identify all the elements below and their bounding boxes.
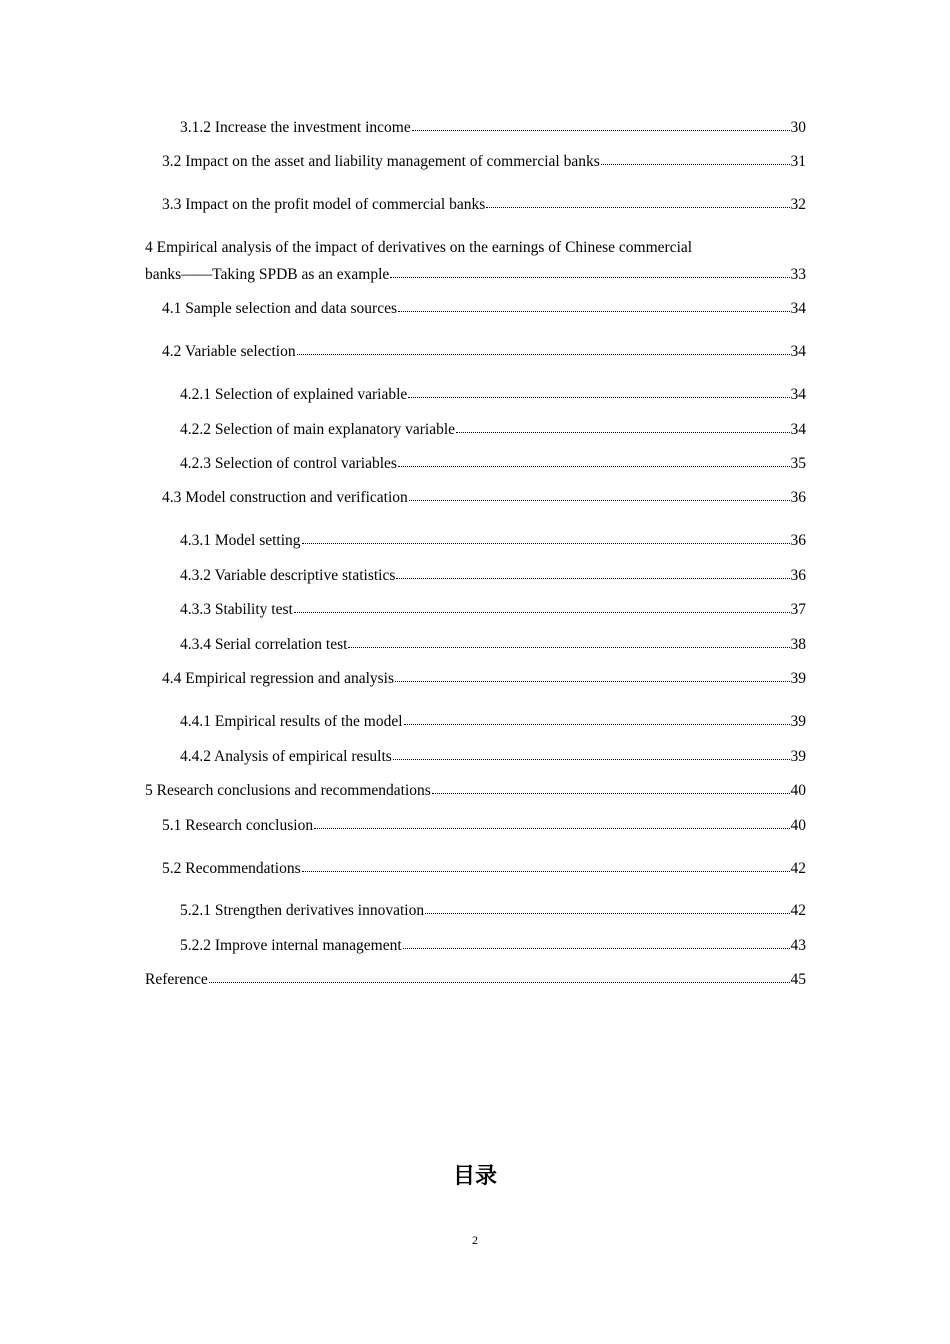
toc-dot-leader [404, 720, 790, 725]
toc-entry-label: 3.1.2 Increase the investment income [180, 119, 411, 136]
toc-entry-label-line1[interactable]: 4 Empirical analysis of the impact of derivatives on the earnings of Chinese commercial [145, 239, 693, 256]
toc-entry-label: 5.2.2 Improve internal management [180, 937, 402, 954]
toc-dot-leader [398, 462, 790, 467]
toc-entry[interactable] [145, 566, 806, 586]
toc-entry-label: 4.4.1 Empirical results of the model [180, 713, 403, 730]
toc-entry[interactable] [145, 816, 806, 836]
toc-entry-label: 4.3.3 Stability test [180, 601, 293, 618]
toc-page-number: 35 [790, 455, 806, 472]
toc-dot-leader [425, 909, 789, 914]
contents-heading: 目录 [452, 1164, 497, 1189]
toc-entry[interactable] [145, 342, 806, 362]
toc-dot-leader [486, 203, 789, 208]
toc-page-number: 36 [790, 567, 806, 584]
toc-entry-label: 4.2.3 Selection of control variables [180, 455, 397, 472]
toc-entry-label: banks——Taking SPDB as an example [145, 266, 390, 283]
toc-page-number: 40 [790, 782, 806, 799]
toc-page-number: 39 [790, 713, 806, 730]
toc-dot-leader [297, 350, 790, 355]
toc-dot-leader [302, 539, 790, 544]
toc-entry-label: 5.2 Recommendations [162, 860, 301, 877]
toc-entry[interactable] [145, 600, 806, 620]
toc-entry[interactable] [145, 747, 806, 767]
toc-page-number: 36 [790, 489, 806, 506]
toc-dot-leader [209, 978, 790, 983]
toc-page-number: 33 [790, 266, 806, 283]
toc-entry-label: 4.2.2 Selection of main explanatory variable [180, 421, 456, 438]
toc-page-number: 32 [790, 196, 806, 213]
toc-entry[interactable] [145, 635, 806, 655]
toc-entry-label: 4.3.2 Variable descriptive statistics [180, 567, 396, 584]
toc-entry[interactable] [145, 859, 806, 879]
toc-entry-label: 4.3 Model construction and verification [162, 489, 408, 506]
toc-entry-label: 4.4 Empirical regression and analysis [162, 670, 395, 687]
toc-dot-leader [395, 677, 789, 682]
toc-entry[interactable] [145, 152, 806, 172]
toc-entry-label: 4.2.1 Selection of explained variable [180, 386, 408, 403]
toc-entry-label: 3.3 Impact on the profit model of commercial banks [162, 196, 486, 213]
toc-page-number: 45 [790, 971, 806, 988]
toc-entry[interactable] [145, 531, 806, 551]
toc-dot-leader [412, 126, 790, 131]
toc-dot-leader [403, 944, 790, 949]
toc-entry-label: 5.1 Research conclusion [162, 817, 314, 834]
toc-entry[interactable] [145, 118, 806, 138]
toc-entry[interactable] [145, 488, 806, 508]
toc-page-number: 42 [790, 860, 806, 877]
toc-entry[interactable] [145, 420, 806, 440]
toc-page-number: 42 [790, 902, 806, 919]
toc-dot-leader [393, 755, 790, 760]
toc-entry-label: 5.2.1 Strengthen derivatives innovation [180, 902, 425, 919]
toc-entry[interactable] [145, 385, 806, 405]
page-number: 2 [472, 1233, 478, 1247]
toc-page-number: 34 [790, 421, 806, 438]
toc-dot-leader [408, 393, 789, 398]
toc-dot-leader [456, 428, 789, 433]
toc-entry[interactable] [145, 970, 806, 990]
toc-page-number: 40 [790, 817, 806, 834]
toc-page-number: 34 [790, 343, 806, 360]
toc-page-number: 36 [790, 532, 806, 549]
toc-entry-label: 4.2 Variable selection [162, 343, 296, 360]
toc-entry[interactable] [145, 195, 806, 215]
toc-entry[interactable] [145, 454, 806, 474]
toc-page-number: 37 [790, 601, 806, 618]
toc-page-number: 39 [790, 670, 806, 687]
toc-dot-leader [432, 789, 790, 794]
toc-entry[interactable] [145, 781, 806, 801]
toc-entry[interactable] [145, 712, 806, 732]
toc-dot-leader [348, 643, 789, 648]
toc-dot-leader [302, 867, 790, 872]
toc-entry[interactable] [145, 936, 806, 956]
toc-dot-leader [314, 824, 789, 829]
toc-entry-label: 4.3.1 Model setting [180, 532, 301, 549]
toc-page-number: 30 [790, 119, 806, 136]
toc-entry[interactable] [145, 265, 806, 285]
toc-dot-leader [601, 160, 790, 165]
toc-entry-label: Reference [145, 971, 208, 988]
toc-page-number: 39 [790, 748, 806, 765]
toc-entry[interactable] [145, 669, 806, 689]
toc-page-number: 34 [790, 300, 806, 317]
toc-entry-label: 4.1 Sample selection and data sources [162, 300, 398, 317]
toc-entry-label: 5 Research conclusions and recommendations [145, 782, 431, 799]
toc-dot-leader [390, 273, 789, 278]
toc-dot-leader [409, 496, 790, 501]
toc-page-number: 38 [790, 636, 806, 653]
toc-dot-leader [398, 307, 789, 312]
toc-page-number: 34 [790, 386, 806, 403]
toc-page-number: 43 [790, 937, 806, 954]
toc-entry[interactable] [145, 299, 806, 319]
toc-dot-leader [396, 574, 789, 579]
toc-entry-label: 3.2 Impact on the asset and liability management of commercial banks [162, 153, 600, 170]
toc-page-number: 31 [790, 153, 806, 170]
toc-entry-label: 4.3.4 Serial correlation test [180, 636, 348, 653]
toc-entry-label: 4.4.2 Analysis of empirical results [180, 748, 392, 765]
toc-entry[interactable] [145, 901, 806, 921]
toc-dot-leader [294, 608, 790, 613]
